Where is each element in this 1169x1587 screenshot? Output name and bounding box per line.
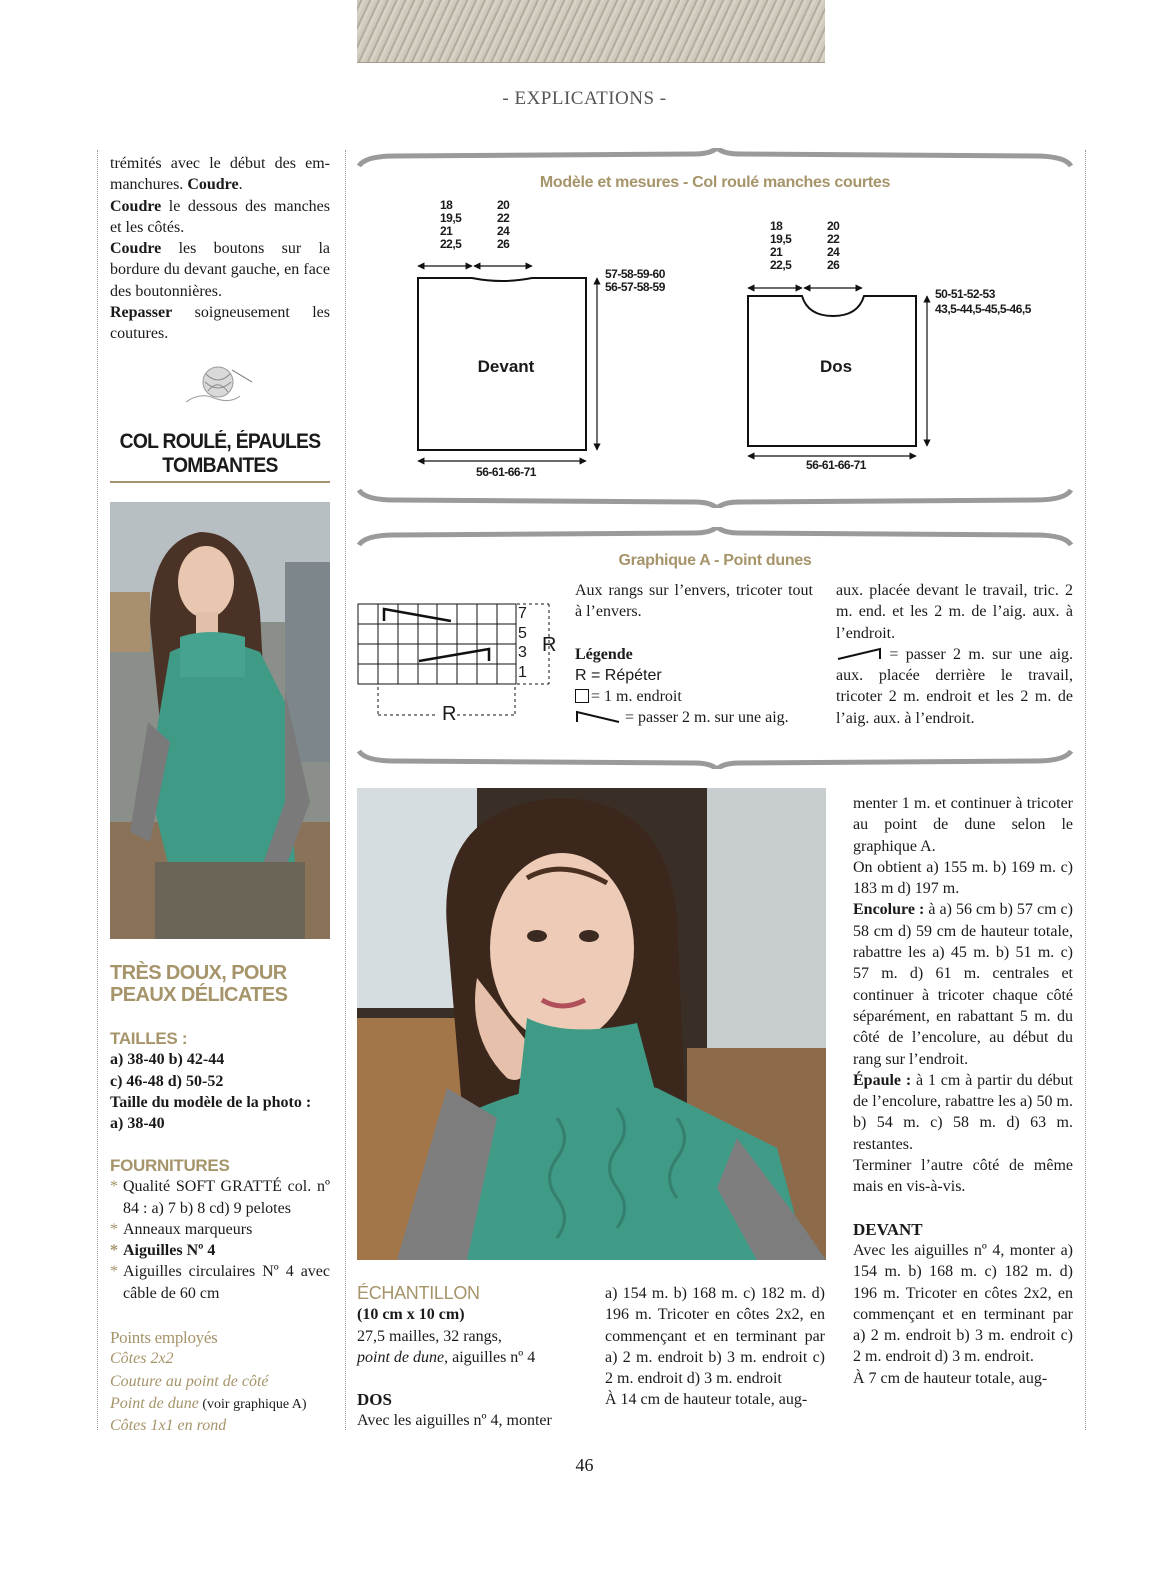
stitches-section: Points employés Côtes 2x2 Couture au point de côté Point de dune (voir graphique A) Côtes 1x1 en rond	[110, 1327, 335, 1437]
knit-texture-photo	[357, 0, 825, 63]
materials-section	[110, 1155, 330, 1304]
column-divider	[345, 150, 346, 1430]
square-symbol-icon	[575, 689, 589, 703]
right-cross-symbol-icon	[836, 647, 882, 661]
column-divider	[1085, 150, 1086, 1430]
gauge-heading: ÉCHANTILLON	[357, 1283, 480, 1303]
dos-heading: DOS	[357, 1390, 392, 1410]
chart-repeat-horizontal: R	[442, 703, 457, 725]
devant-label: Devant	[477, 357, 535, 376]
sizes-heading: TAILLES :	[110, 1029, 188, 1048]
section-header: - EXPLICATIONS -	[502, 88, 667, 109]
materials-item: * Qualité SOFT GRATTÉ col. nº 84 : a) 7 b) 8 cd) 9 pelotes	[110, 1176, 330, 1219]
materials-heading: FOURNITURES	[110, 1156, 230, 1175]
materials-item: * Anneaux marqueurs	[110, 1219, 330, 1240]
chart-legend-continued: aux. placée devant le travail, tric. 2 m. end. et les 2 m. de l’aig. aux. à l’endroit. = passer 2 m. sur une aig. aux. placée derrière le travail, tricoter 2 m. endroit et les 2 m. de l’aig. aux. à l’endroit.	[836, 582, 1074, 727]
legend-repeat: R = Répéter	[575, 666, 662, 684]
gauge-section: ÉCHANTILLON (10 cm x 10 cm) 27,5 mailles, 32 rangs, point de dune, aiguilles nº 4 DOS Avec les aiguilles nº 4, monter	[357, 1283, 579, 1432]
devant-width: 56-61-66-71	[476, 465, 536, 479]
stitches-heading: Points employés	[110, 1328, 218, 1347]
sizes-section: TAILLES : a) 38-40 b) 42-44 c) 46-48 d) 50-52 Taille du modèle de la photo : a) 38-40	[110, 1028, 335, 1134]
devant-neck-sizes: 20 22 24 26	[497, 198, 510, 251]
legend-square: = 1 m. endroit	[575, 686, 813, 707]
chart-row-numbers: 7 5 3 1	[518, 605, 527, 681]
dos-width: 56-61-66-71	[806, 458, 866, 472]
title-rule	[110, 481, 330, 483]
chart-title: Graphique A - Point dunes	[618, 552, 812, 569]
devant-heading: DEVANT	[853, 1219, 923, 1239]
legend-left-cross: = passer 2 m. sur une aig.	[575, 707, 813, 728]
chart-instructions: Aux rangs sur l’envers, tricoter tout à l’envers. Légende R = Répéter = 1 m. endroit = passer 2 m. sur une aig.	[575, 580, 813, 729]
dos-shoulder-sizes: 18 19,5 21 22,5	[770, 219, 792, 272]
dos-label: Dos	[819, 357, 853, 376]
yarn-ball-icon	[180, 362, 260, 406]
dos-height: 50-51-52-53 43,5-44,5-45,5-46,5	[935, 287, 1031, 316]
model-photo-small	[110, 502, 330, 939]
devant-shoulder-sizes: 18 19,5 21 22,5	[440, 198, 462, 251]
dos-neck-sizes: 20 22 24 26	[827, 219, 840, 272]
chart-repeat-vertical: R	[542, 634, 557, 656]
left-cross-symbol-icon	[575, 710, 621, 724]
subtitle: TRÈS DOUX, POUR PEAUX DÉLICATES	[110, 962, 288, 1006]
dos-continued-text: menter 1 m. et continuer à tricoter au point de dune selon le graphique A. On obtient a) 155 m. b) 169 m. c) 183 m d) 197 m. Encolure : à a) 56 cm b) 57 cm c) 58 cm d) 59 cm de hauteur totale, rabattre les a) 45 m. b) 51 m. c) 57 m. d) 61 m. centrales et continuer à tricoter chaque côté séparément, en rabattant 5 m. du côté de l’encolure, au début du rang sur l’endroit. Épaule : à 1 cm à partir du début de l’encolure, rabattre les a) 50 m. b) 54 m. c) 58 m. d) 63 m. restantes. Terminer l’autre côté de même mais en vis-à-vis. DEVANT Avec les aiguilles nº 4, monter a) 154 m. b) 168 m. c) 182 m. d) 196 m. Tricoter en côtes 2x2, en commençant et en terminant par a) 2 m. endroit b) 3 m. endroit c) 2 m. endroit d) 3 m. endroit. À 7 cm de hauteur totale, aug-	[853, 795, 1073, 1387]
pattern-title: COL ROULÉ, ÉPAULES TOMBANTES	[119, 430, 321, 477]
measurements-title: Modèle et mesures - Col roulé manches courtes	[539, 174, 891, 191]
dos-ribbing-text: a) 154 m. b) 168 m. c) 182 m. d) 196 m. Tricoter en côtes 2x2, en commençant et en terminant par a) 2 m. endroit b) 3 m. endroit c) 2 m. endroit d) 3 m. endroit À 14 cm de hauteur totale, aug-	[605, 1285, 825, 1409]
devant-height: 57-58-59-60 56-57-58-59	[605, 267, 665, 294]
materials-item: * Aiguilles Nº 4	[110, 1240, 330, 1261]
column-divider	[97, 150, 98, 1430]
intro-text: trémités avec le début des em-manchures. Coudre. Coudre le dessous des manches et les côtés. Coudre les boutons sur la bordure du devant gauche, en face des boutonnières. Repasser soigneusement les coutures.	[110, 155, 330, 343]
materials-item: * Aiguilles circulaires Nº 4 avec câble de 60 cm	[110, 1261, 330, 1304]
model-photo-large	[357, 788, 826, 1260]
page-number: 46	[575, 1455, 594, 1475]
